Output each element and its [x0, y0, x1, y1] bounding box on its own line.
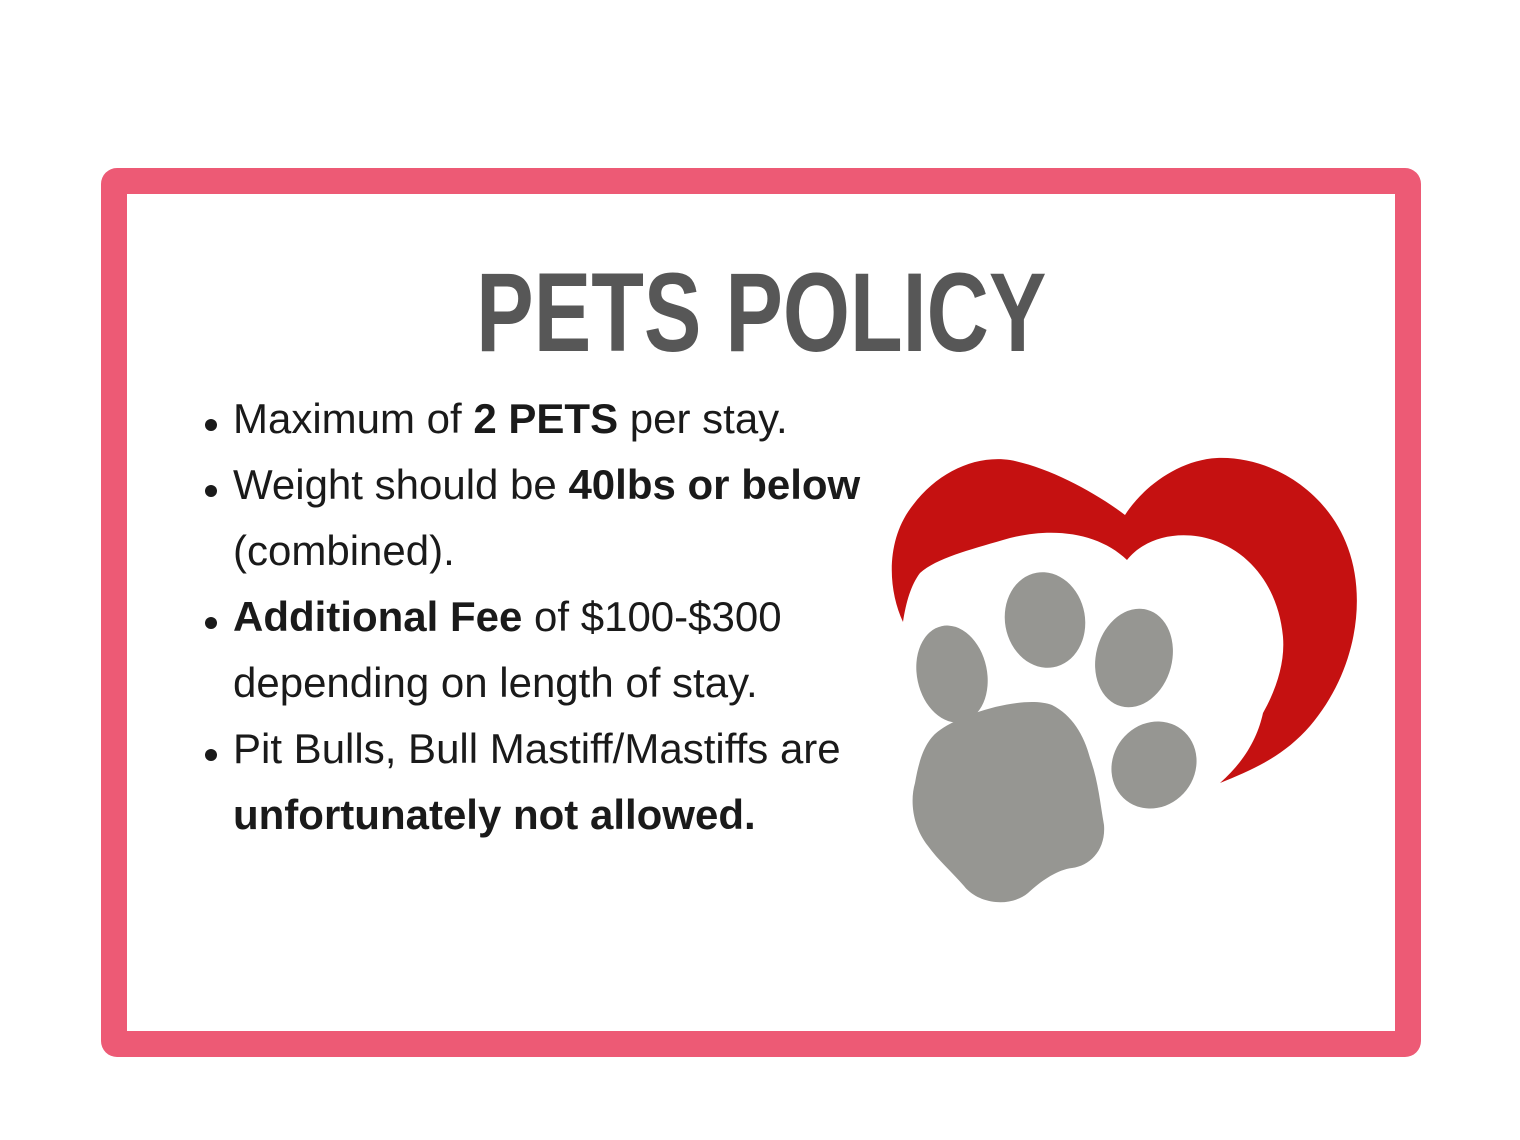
bullet-line: Maximum of 2 PETS per stay. — [233, 395, 788, 442]
bullet-line: depending on length of stay. — [233, 659, 758, 706]
policy-bullet — [203, 716, 943, 848]
bullet-line: Additional Fee of $100-$300 — [233, 593, 782, 640]
bullet-line: Pit Bulls, Bull Mastiff/Mastiffs are — [233, 725, 841, 772]
bullet-line: (combined). — [233, 527, 455, 574]
policy-bullet — [203, 452, 943, 584]
bullet-line: Weight should be 40lbs or below — [233, 461, 861, 508]
policy-bullet — [203, 584, 943, 716]
policy-list — [203, 386, 943, 848]
bullet-line: unfortunately not allowed. — [233, 791, 756, 838]
page-title-text: PETS POLICY — [475, 250, 1047, 375]
policy-bullet — [203, 386, 943, 452]
page-title — [127, 250, 1395, 375]
